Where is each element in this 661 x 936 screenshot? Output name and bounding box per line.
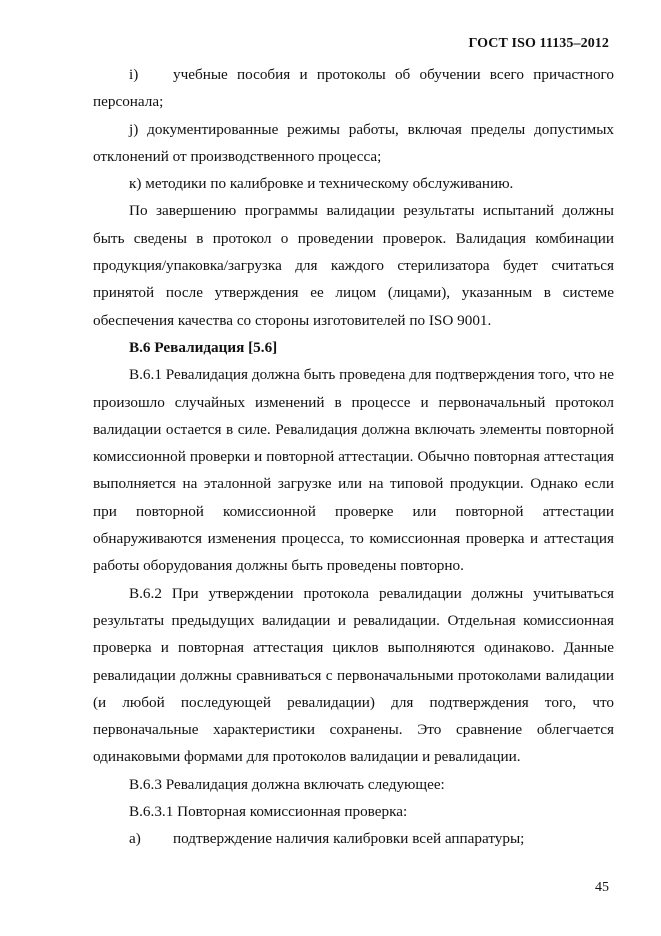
paragraph-b-6-3-1: В.6.3.1 Повторная комиссионная проверка: — [129, 803, 408, 821]
section-heading: В.6 Ревалидация [5.6] — [129, 338, 278, 356]
list-item-i — [93, 61, 614, 116]
document-code: ГОСТ ISO 11135–2012 — [468, 36, 609, 51]
paragraph-validation-completion: По завершению программы валидации результаты испытаний должны быть сведены в протокол о проведении проверок. Валидация комбинации продукция/упаковка/загрузка для каждого стерилизатора будет считаться принятой после утверждения ее лицом (лицами), указанным в системе обеспечения качества со стороны изготовителей по ISO 9001. — [93, 202, 614, 329]
paragraph-b-6-1: В.6.1 Ревалидация должна быть проведена для подтверждения того, что не произошло случайных изменений в процессе и первоначальный протокол валидации остается в силе. Ревалидация должна включать элементы повторной комиссионной проверки и повторной аттестации. Обычно повторная аттестация выполняется на эталонной загрузке или на типовой продукции. Однако если при повторной комиссионной проверке или повторной аттестации обнаруживаются изменения процесса, то комиссионная проверка и аттестация работы оборудования должны быть проведены повторно. — [93, 366, 614, 575]
list-item-a — [93, 825, 614, 852]
paragraph-b-6-3: В.6.3 Ревалидация должна включать следующее: — [129, 775, 445, 793]
paragraph-b-6-2: В.6.2 При утверждении протокола ревалидации должны учитываться результаты предыдущих валидации и ревалидации. Отдельная комиссионная проверка и повторная аттестация циклов выполняются одинаково. Данные ревалидации должны сравниваться с первоначальными протоколами валидации (и любой последующей ревалидации) для подтверждения того, что первоначальные характеристики сохранены. Это сравнение облегчается одинаковыми формами для протоколов валидации и ревалидации. — [93, 584, 614, 766]
page-body — [93, 61, 614, 853]
list-marker: а) — [129, 830, 141, 848]
list-marker: i) — [129, 66, 139, 83]
list-item-text: подтверждение наличия калибровки всей аппаратуры; — [173, 830, 525, 848]
page-number: 45 — [595, 880, 609, 895]
list-item-k: к) методики по калибровке и техническому обслуживанию. — [129, 175, 514, 193]
list-item-j: j) документированные режимы работы, включая пределы допустимых отклонений от производственного процесса; — [93, 120, 614, 165]
list-item-text: учебные пособия и протоколы об обучении всего причастного персонала; — [93, 66, 614, 111]
